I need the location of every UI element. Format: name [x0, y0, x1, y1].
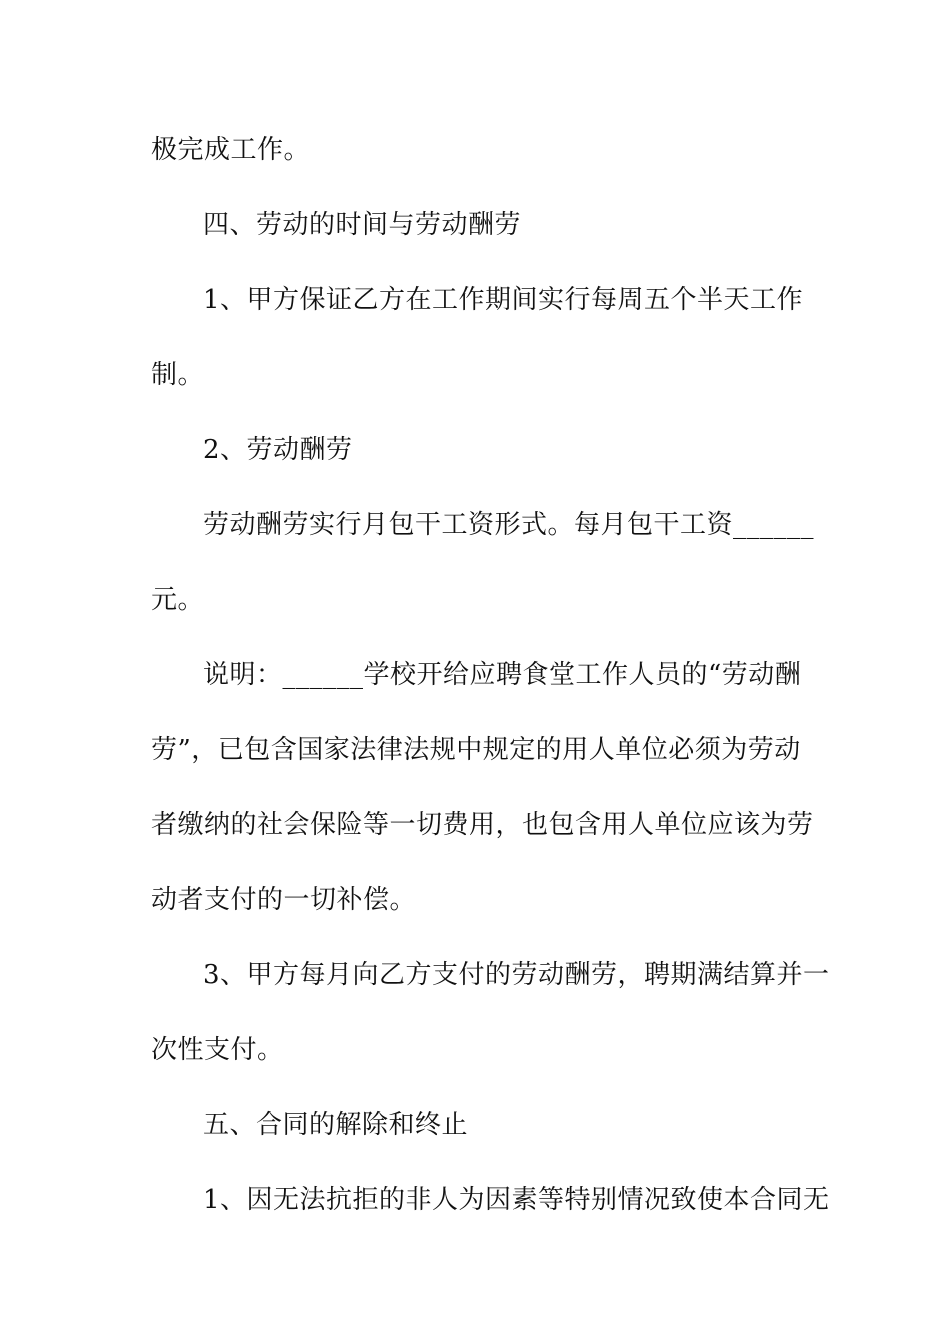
- section-heading-five: 五、合同的解除和终止: [203, 1110, 469, 1140]
- paragraph-line: 劳动酬劳实行月包干工资形式。每月包干工资______: [203, 510, 815, 540]
- clause-line: 制。: [151, 360, 205, 390]
- note-line: 劳”，已包含国家法律法规中规定的用人单位必须为劳动: [151, 735, 801, 765]
- paragraph-line: 极完成工作。: [151, 135, 311, 165]
- note-line: 动者支付的一切补偿。: [151, 885, 417, 915]
- note-line: 说明：______学校开给应聘食堂工作人员的“劳动酬: [203, 660, 802, 690]
- clause-line: 1、因无法抗拒的非人为因素等特别情况致使本合同无: [203, 1185, 830, 1215]
- section-heading-four: 四、劳动的时间与劳动酬劳: [203, 210, 522, 240]
- note-line: 者缴纳的社会保险等一切费用，也包含用人单位应该为劳: [151, 810, 814, 840]
- clause-line: 3、甲方每月向乙方支付的劳动酬劳，聘期满结算并一: [203, 960, 830, 990]
- clause-line: 1、甲方保证乙方在工作期间实行每周五个半天工作: [203, 285, 804, 315]
- clause-line: 次性支付。: [151, 1035, 284, 1065]
- paragraph-line: 元。: [151, 585, 205, 615]
- clause-heading: 2、劳动酬劳: [203, 435, 353, 465]
